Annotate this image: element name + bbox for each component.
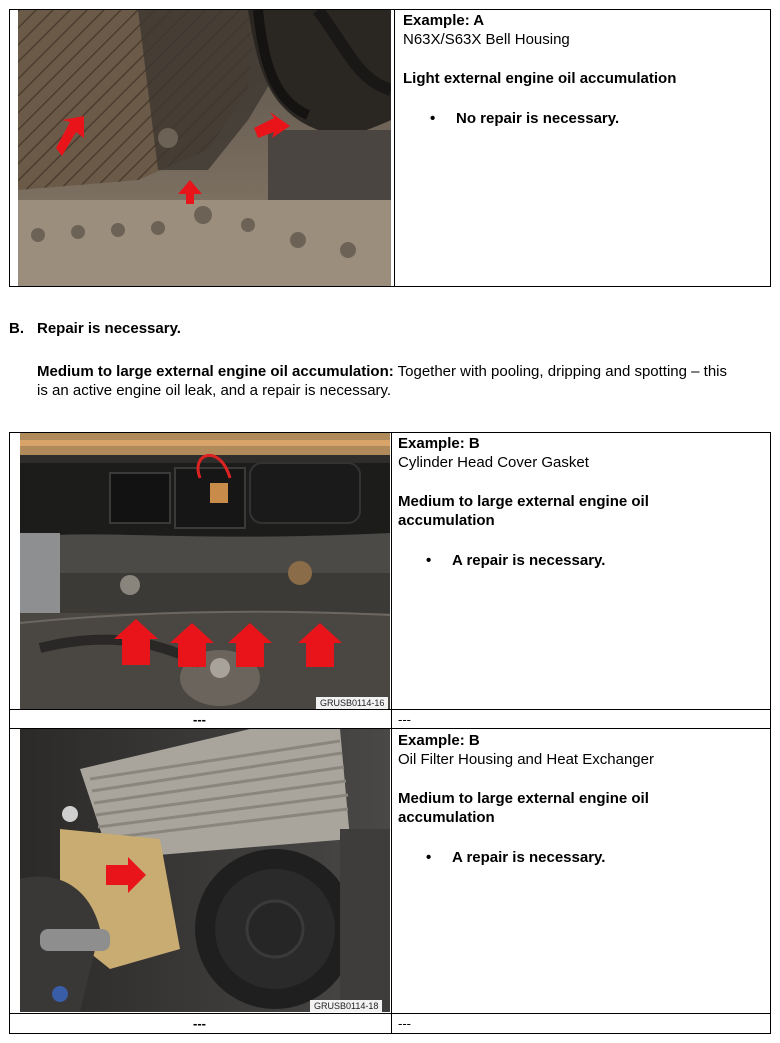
example-a-bullet — [430, 109, 619, 128]
photo-code-b2: GRUSB0114-18 — [310, 1000, 382, 1012]
example-b1-severity: Medium to large external engine oil accumulation — [398, 493, 649, 529]
bullet-dot-icon: • — [426, 552, 432, 569]
dash-right-b1: --- — [398, 712, 411, 727]
example-b2-component: Oil Filter Housing and Heat Exchanger — [398, 751, 654, 768]
example-a-bullet-text: No repair is necessary. — [456, 110, 620, 127]
dash-left-b2: --- — [193, 1016, 206, 1031]
dash-right-b2: --- — [398, 1016, 411, 1031]
example-b2-severity: Medium to large external engine oil accumulation — [398, 790, 649, 826]
example-b2-title: Example: B — [398, 732, 480, 749]
cylinder-head-photo — [20, 433, 390, 709]
section-b-letter: B. — [9, 320, 24, 337]
section-b-title: Repair is necessary. — [37, 320, 181, 337]
row-divider-3 — [9, 1013, 771, 1014]
dash-left-b1: --- — [193, 712, 206, 727]
example-a-severity: Light external engine oil accumulation — [403, 70, 677, 87]
row-divider-1 — [9, 709, 771, 710]
section-b-heading — [9, 319, 181, 338]
section-b-lead: Medium to large external engine oil accumulation: — [37, 363, 394, 380]
example-b1-bullet — [426, 551, 605, 570]
example-b1-component: Cylinder Head Cover Gasket — [398, 454, 589, 471]
example-a-title: Example: A — [403, 12, 485, 29]
example-b2-bullet-text: A repair is necessary. — [452, 849, 606, 866]
example-b1-bullet-text: A repair is necessary. — [452, 552, 606, 569]
bell-housing-photo — [18, 10, 391, 286]
photo-code-b1: GRUSB0114-16 — [316, 697, 388, 709]
example-a-divider — [394, 9, 395, 287]
example-b1-title: Example: B — [398, 435, 480, 452]
oil-filter-photo — [20, 729, 390, 1012]
example-b-divider — [391, 432, 392, 1034]
section-b-paragraph — [37, 362, 737, 400]
section-b-body: Together with pooling, dripping and spotting – this is an active engine oil leak, and a repair is necessary. — [37, 363, 728, 399]
bullet-dot-icon: • — [430, 110, 436, 127]
example-a-component: N63X/S63X Bell Housing — [403, 31, 570, 48]
example-b2-bullet — [426, 848, 605, 867]
bullet-dot-icon: • — [426, 849, 432, 866]
